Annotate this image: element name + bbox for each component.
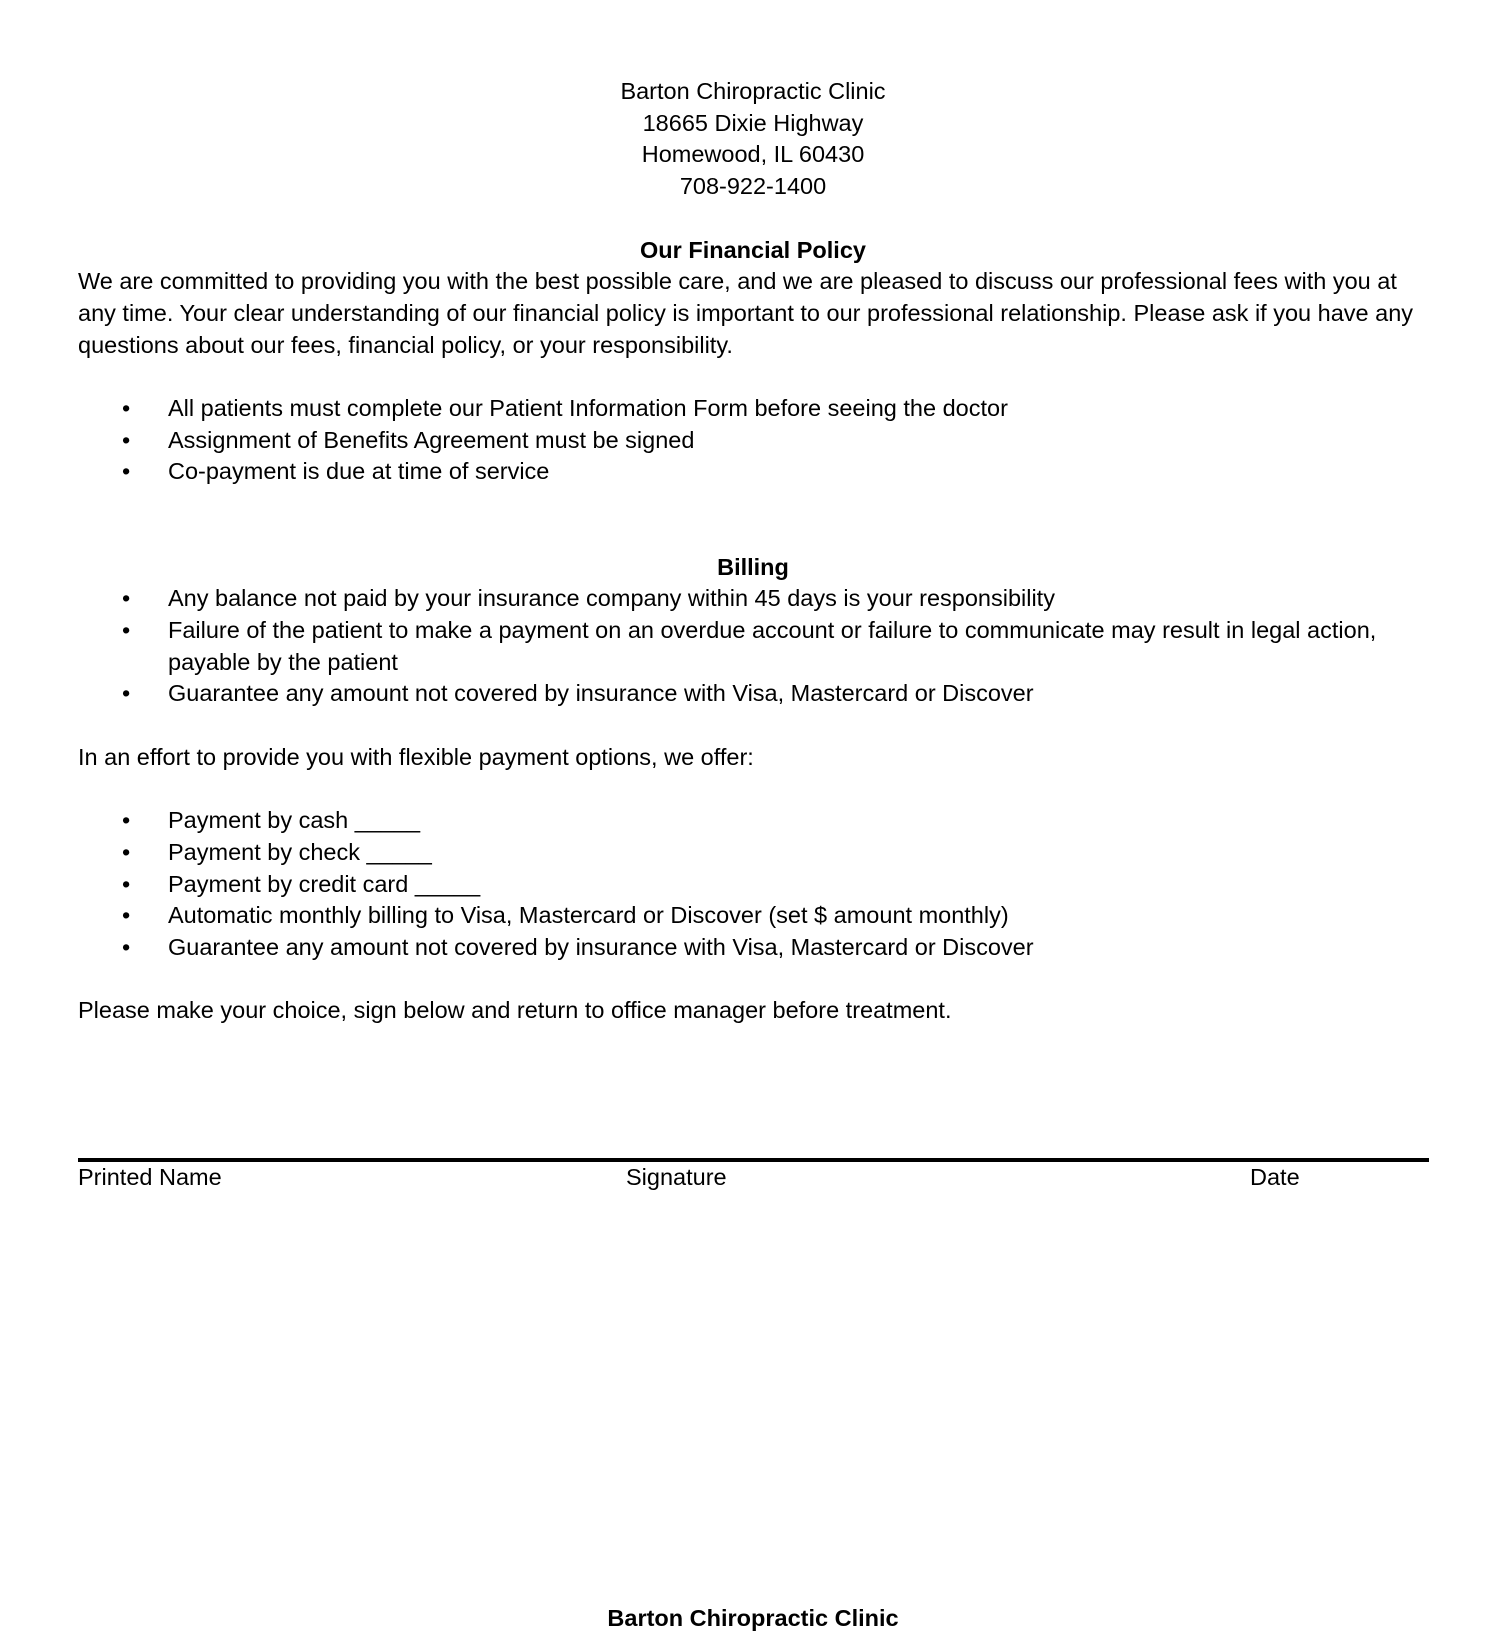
payment-option-credit-card[interactable]: Payment by credit card _____ bbox=[168, 870, 481, 897]
list-item bbox=[78, 805, 1428, 837]
policy-intro: We are committed to providing you with the best possible care, and we are pleased to discuss our professional fees with you at any time. Your clear understanding of our financial policy is important to our professional relationship. Please ask if you have any questions about our fees, financial policy, or your responsibility. bbox=[78, 268, 1414, 358]
payment-option-check[interactable]: Payment by check _____ bbox=[168, 838, 432, 865]
signature-label: Signature bbox=[626, 1164, 727, 1190]
payment-option-cash[interactable]: Payment by cash _____ bbox=[168, 807, 421, 834]
policy-list bbox=[78, 393, 1428, 488]
bullet-icon: • bbox=[122, 902, 131, 929]
clinic-name: Barton Chiropractic Clinic bbox=[620, 78, 886, 104]
list-item: • Any balance not paid by your insurance company within 45 days is your responsibility bbox=[78, 583, 1428, 615]
footer-clinic-name: Barton Chiropractic Clinic bbox=[607, 1605, 899, 1631]
bullet-icon: • bbox=[122, 395, 131, 421]
bullet-icon: • bbox=[122, 616, 131, 643]
policy-title: Our Financial Policy bbox=[640, 236, 866, 263]
clinic-address-line2: Homewood, IL 60430 bbox=[641, 141, 865, 168]
bullet-icon: • bbox=[122, 807, 131, 834]
list-item: • Assignment of Benefits Agreement must be signed bbox=[78, 425, 1428, 457]
clinic-address-line1: 18665 Dixie Highway bbox=[642, 109, 864, 136]
clinic-phone: 708-922-1400 bbox=[679, 173, 827, 200]
payment-options-list bbox=[78, 805, 1428, 964]
payment-option-guarantee: Guarantee any amount not covered by insurance with Visa, Mastercard or Discover bbox=[168, 933, 1034, 960]
list-item bbox=[78, 837, 1428, 869]
printed-name-label: Printed Name bbox=[78, 1164, 222, 1190]
bullet-icon: • bbox=[122, 680, 131, 707]
list-item: • All patients must complete our Patient Information Form before seeing the doctor bbox=[78, 393, 1428, 425]
bullet-icon: • bbox=[122, 933, 131, 960]
signature-labels bbox=[78, 1162, 1429, 1194]
bullet-icon: • bbox=[122, 838, 131, 865]
list-item: • Guarantee any amount not covered by insurance with Visa, Mastercard or Discover bbox=[78, 678, 1428, 710]
bullet-icon: • bbox=[122, 458, 131, 485]
clinic-header bbox=[78, 76, 1428, 203]
payment-instruction: Please make your choice, sign below and return to office manager before treatment. bbox=[78, 997, 952, 1024]
billing-list bbox=[78, 583, 1428, 710]
bullet-icon: • bbox=[122, 585, 131, 612]
list-item: • Failure of the patient to make a payment on an overdue account or failure to communicate may result in legal action, payable by the patient bbox=[122, 616, 1377, 675]
signature-block bbox=[78, 1158, 1429, 1194]
list-item bbox=[78, 869, 1428, 901]
billing-title: Billing bbox=[717, 553, 789, 580]
bullet-icon: • bbox=[122, 870, 131, 897]
date-label: Date bbox=[1250, 1164, 1300, 1190]
payment-option-automatic: Automatic monthly billing to Visa, Mastercard or Discover (set $ amount monthly) bbox=[168, 902, 1009, 929]
list-item bbox=[78, 932, 1428, 964]
payment-intro: In an effort to provide you with flexible payment options, we offer: bbox=[78, 743, 754, 770]
bullet-icon: • bbox=[122, 426, 131, 453]
list-item bbox=[78, 900, 1428, 932]
financial-policy-document bbox=[78, 76, 1428, 1027]
list-item: • Co-payment is due at time of service bbox=[78, 456, 1428, 488]
